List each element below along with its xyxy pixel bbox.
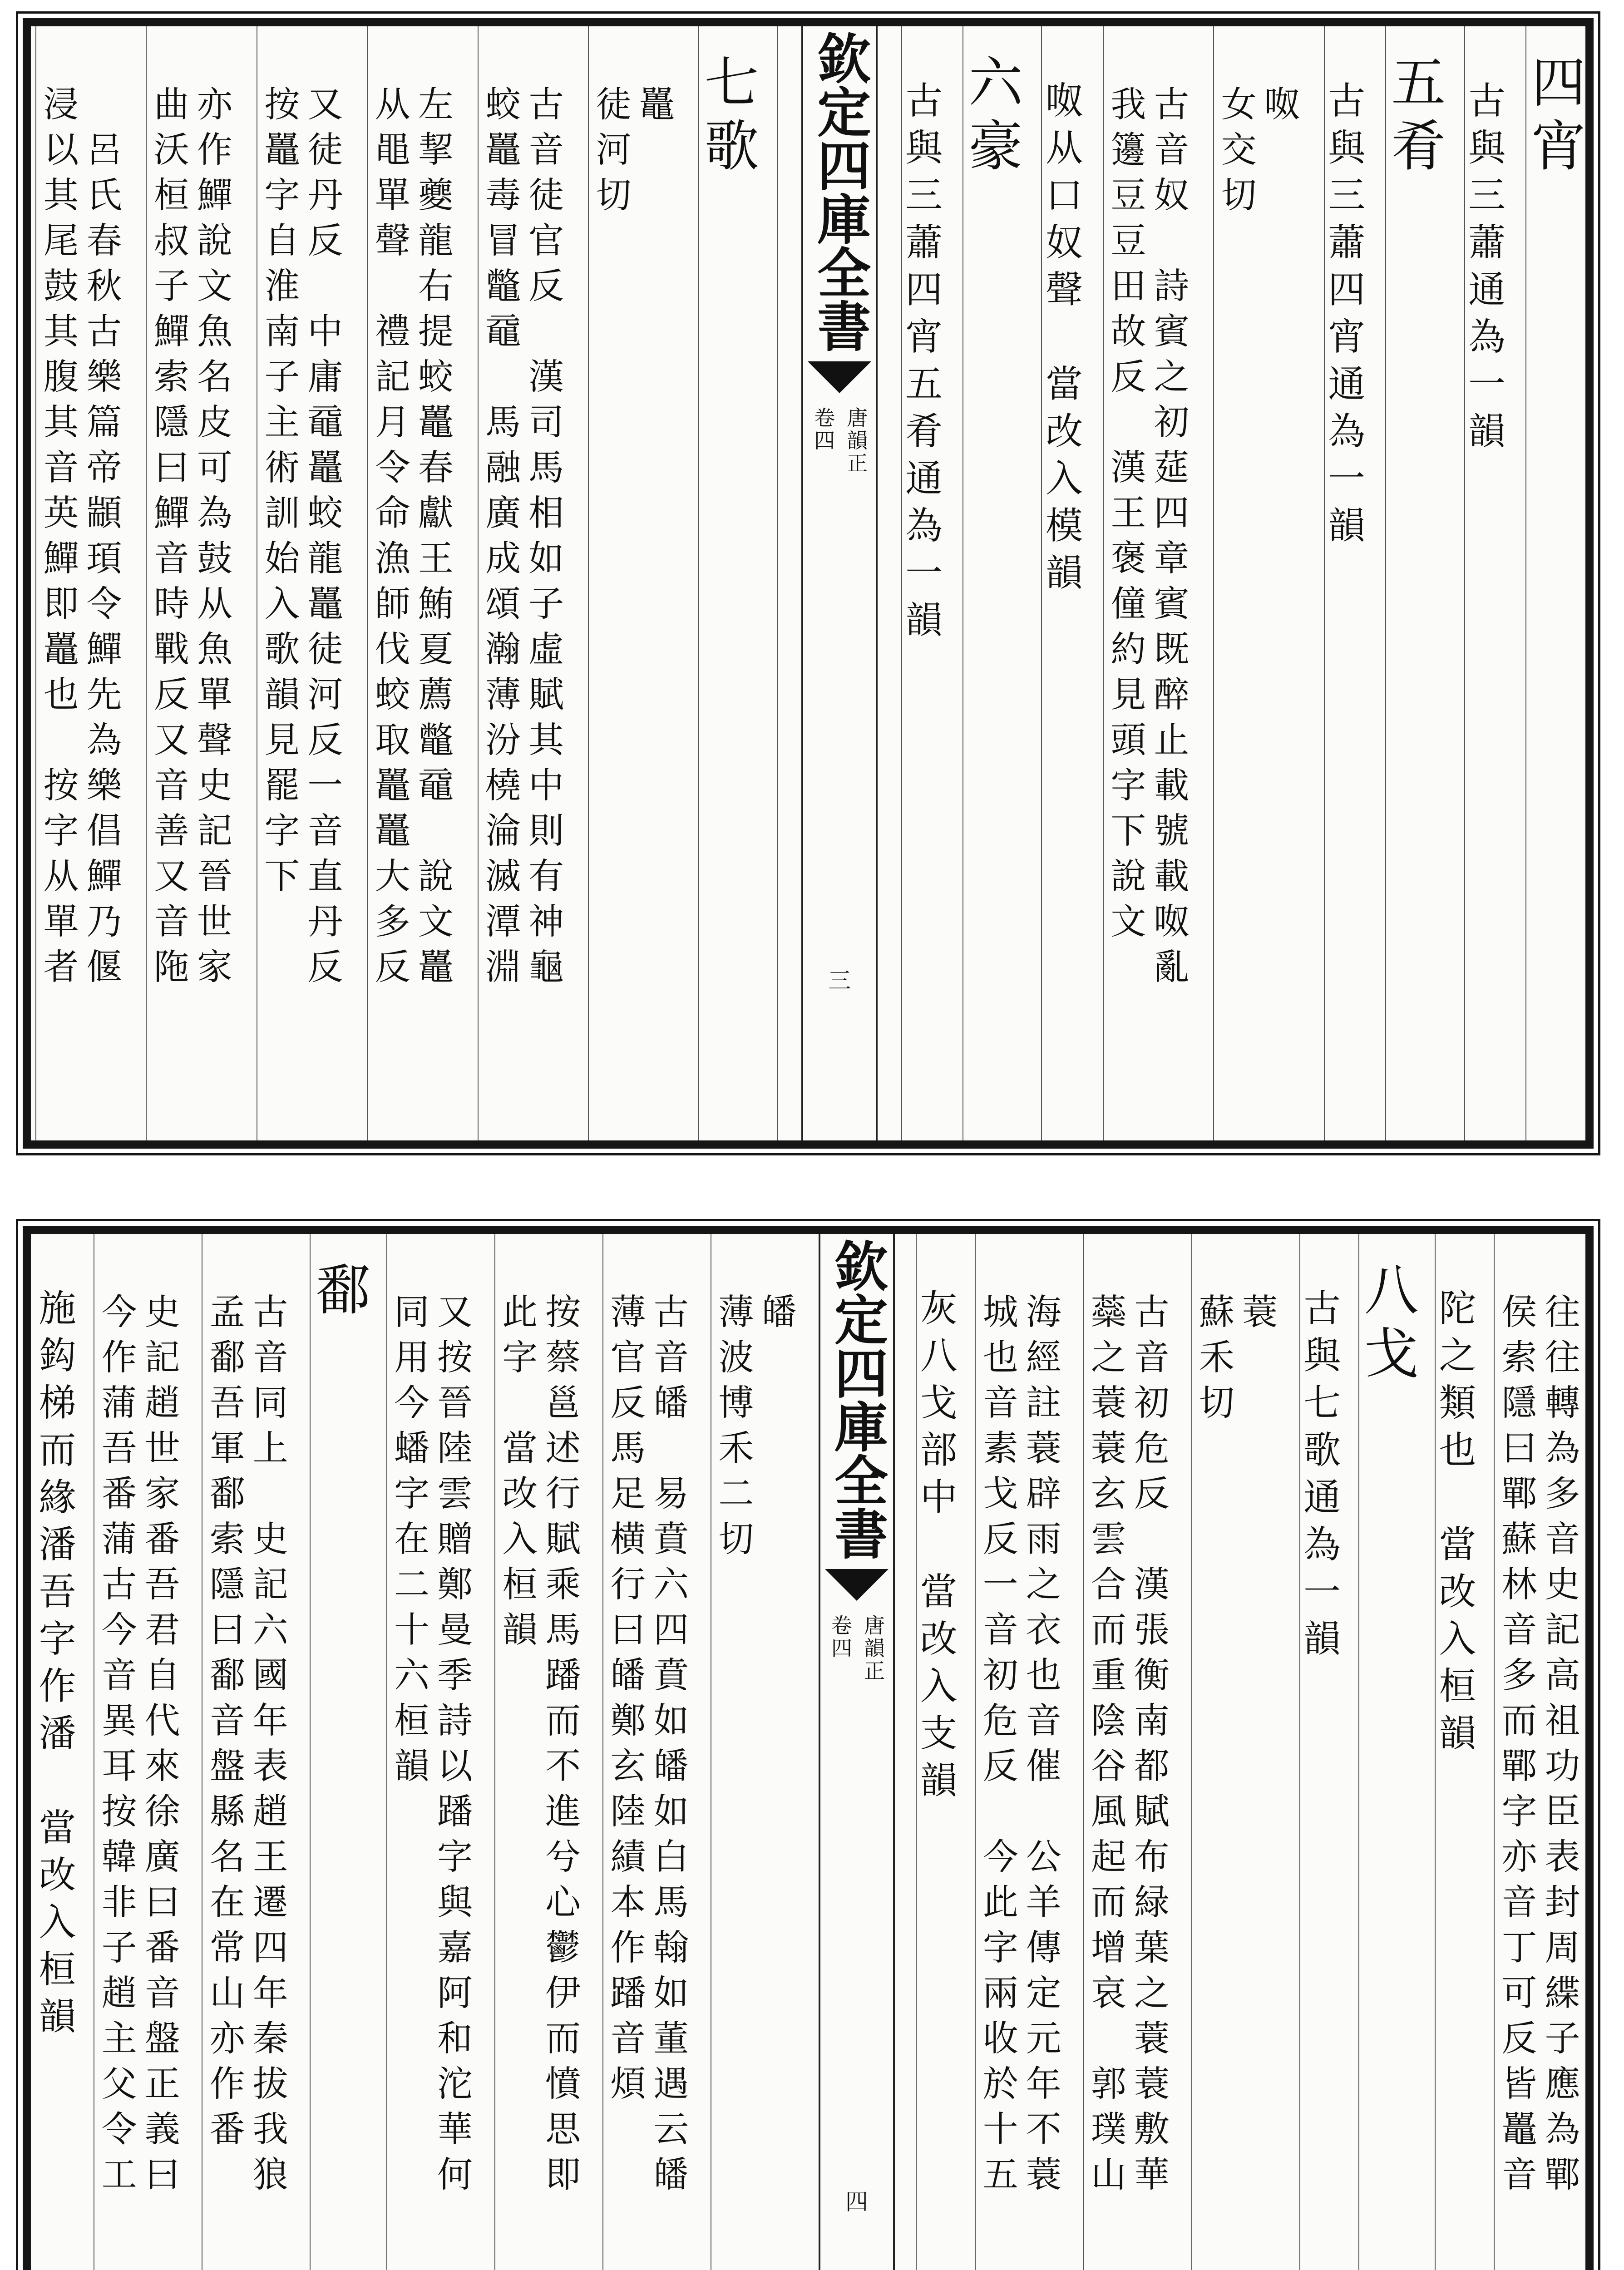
book-title: 欽定四庫全書 bbox=[825, 1239, 889, 1560]
rhyme-head-char: 呶 bbox=[1258, 85, 1299, 130]
double-column bbox=[588, 26, 675, 1140]
commentary-line: 从黽單聲 禮記月令命漁師伐蛟取鼉鼉大多反 bbox=[369, 85, 410, 993]
column-pair bbox=[589, 26, 675, 1140]
column-pair bbox=[147, 26, 233, 1140]
rhyme-heading: 四宵 bbox=[1525, 26, 1581, 1140]
double-column bbox=[1103, 26, 1190, 1140]
commentary-line: 侯索隱曰鄲蘇林音多而鄲字亦音丁可反皆鼉音 bbox=[1496, 1293, 1537, 2201]
commentary-line: 蘇禾切 bbox=[1193, 1293, 1234, 1429]
double-column bbox=[367, 26, 454, 1140]
text-column: 古與三蕭四宵通為一韻 bbox=[1324, 26, 1362, 1140]
double-column bbox=[94, 1234, 181, 2270]
double-column bbox=[146, 26, 233, 1140]
text-column: 古與七歌通為一韻 bbox=[1299, 1234, 1338, 2270]
commentary-line: 徒河切 bbox=[590, 85, 631, 222]
commentary-line: 我籩豆豆田故反 漢王褒僮約見頭字下說文 bbox=[1105, 85, 1146, 948]
top-columns bbox=[31, 26, 1585, 1140]
rhyme-heading: 八戈 bbox=[1358, 1234, 1414, 2270]
commentary-line: 又按晉陸雲贈鄭曼季詩以蹯字與嘉阿和沱華何 bbox=[431, 1293, 472, 2201]
double-column bbox=[202, 1234, 289, 2270]
commentary-line: 薄波博禾二切 bbox=[712, 1293, 754, 1565]
leaf-number: 三 bbox=[828, 967, 851, 994]
bottom-columns bbox=[31, 1234, 1585, 2270]
fish-tail-mark bbox=[825, 1569, 889, 1601]
spine-book-name: 唐韻正 bbox=[844, 407, 869, 475]
fish-tail-mark bbox=[808, 361, 871, 393]
double-column bbox=[1494, 1234, 1581, 2270]
bottom-page bbox=[23, 1226, 1594, 2270]
commentary-line: 古音同上 史記六國年表趙王遷四年秦拔我狼 bbox=[247, 1293, 288, 2201]
rhyme-heading: 五肴 bbox=[1385, 26, 1441, 1140]
commentary-line: 今作蒲吾番蒲古今音異耳按韓非子趙主父令工 bbox=[95, 1293, 137, 2201]
commentary-line: 蛟鼉毒冒鼈黿 馬融廣成頌瀚薄汾橈淪滅潭淵 bbox=[479, 85, 521, 993]
double-column bbox=[35, 26, 123, 1140]
column-pair bbox=[976, 1234, 1062, 2270]
column-pair bbox=[1084, 1234, 1170, 2270]
column-pair bbox=[94, 1234, 181, 2270]
column-pair bbox=[603, 1234, 690, 2270]
commentary-line: 女交切 bbox=[1215, 85, 1256, 222]
commentary-line: 古音奴 詩賓之初莚四章賓既醉止載號載呶亂 bbox=[1148, 85, 1189, 993]
commentary-line: 亦作鱓說文魚名皮可為鼓从魚單聲史記晉世家 bbox=[191, 85, 232, 993]
column-pair bbox=[1192, 1234, 1278, 2270]
commentary-line: 往往轉為多音史記高祖功臣表封周緤子應為鄲 bbox=[1539, 1293, 1580, 2201]
double-column bbox=[711, 1234, 798, 2270]
spine-subtitle bbox=[808, 407, 871, 475]
column-pair bbox=[387, 1234, 474, 2270]
text-column: 灰八戈部中 當改入支韻 bbox=[916, 1234, 954, 2270]
column-pair bbox=[368, 26, 454, 1140]
double-column bbox=[975, 1234, 1062, 2270]
commentary-line: 海經註蓑辟雨之衣也音催 公羊傳定元年不蓑 bbox=[1020, 1293, 1061, 2201]
book-title: 欽定四庫全書 bbox=[808, 31, 872, 352]
text-column: 陀之類也 當改入桓韻 bbox=[1435, 1234, 1473, 2270]
commentary-line: 史記趙世家番吾君自代來徐廣曰番音盤正義曰 bbox=[138, 1293, 180, 2201]
commentary-line: 孟鄱吾軍鄱索隱曰鄱音盤縣名在常山亦作番 bbox=[203, 1293, 245, 2156]
leaf-number: 四 bbox=[845, 2189, 868, 2215]
commentary-line: 薄官反馬足横行曰皤鄭玄陸績本作蹯音煩 bbox=[604, 1293, 646, 2110]
column-pair bbox=[1214, 26, 1300, 1140]
double-column bbox=[602, 1234, 690, 2270]
double-column bbox=[1083, 1234, 1170, 2270]
double-column bbox=[494, 1234, 582, 2270]
spine-volume: 卷四 bbox=[811, 407, 836, 452]
commentary-line: 左挈夔龍右提蛟鼉春獻王鮪夏薦鼈黿 說文鼉 bbox=[412, 85, 453, 993]
column-pair bbox=[711, 1234, 798, 2270]
double-column bbox=[1191, 1234, 1278, 2270]
commentary-line: 此字 當改入桓韻 bbox=[496, 1293, 538, 1656]
column-pair bbox=[1495, 1234, 1581, 2270]
text-column: 古與三蕭通為一韻 bbox=[1464, 26, 1502, 1140]
commentary-line: 古音徒官反 漢司馬相如子虛賦其中則有神龜 bbox=[523, 85, 564, 993]
commentary-line: 又徒丹反 中庸黿鼉蛟龍鼉徒河反一音直丹反 bbox=[301, 85, 343, 993]
rhyme-heading: 七歌 bbox=[698, 26, 754, 1140]
double-column bbox=[386, 1234, 474, 2270]
text-column bbox=[777, 26, 778, 1140]
rhyme-heading: 鄱 bbox=[310, 1234, 365, 2270]
spine-volume: 卷四 bbox=[828, 1614, 853, 1660]
text-column: 呶从口奴聲 當改入模韻 bbox=[1041, 26, 1079, 1140]
commentary-line: 按蔡邕述行賦乘馬蹯而不進兮心鬱伊而憤思即 bbox=[539, 1293, 581, 2201]
commentary-line: 浸以其尾鼓其腹其音英鱓即鼉也 按字从單者 bbox=[37, 85, 79, 993]
commentary-line: 曲沃桓叔子鱓索隱曰鱓音時戰反又音善又音陁 bbox=[148, 85, 189, 993]
column-pair bbox=[257, 26, 344, 1140]
commentary-line: 古音皤 易賁六四賁如皤如白馬翰如董遇云皤 bbox=[647, 1293, 689, 2201]
text-column: 古與三蕭四宵五肴通為一韻 bbox=[901, 26, 939, 1140]
double-column bbox=[478, 26, 565, 1140]
spine-column bbox=[801, 26, 878, 1140]
column-pair bbox=[479, 26, 565, 1140]
rhyme-head-char: 蓑 bbox=[1236, 1293, 1277, 1337]
commentary-line: 古音初危反 漢張衡南都賦布緑葉之蓑蓑敷華 bbox=[1128, 1293, 1169, 2201]
spine-book-name: 唐韻正 bbox=[861, 1614, 885, 1683]
rhyme-heading: 六豪 bbox=[963, 26, 1018, 1140]
top-page bbox=[23, 18, 1594, 1149]
commentary-line: 呂氏春秋古樂篇帝顓頊令鱓先為樂倡鱓乃偃 bbox=[80, 85, 122, 993]
text-column: 施鈎梯而緣潘吾字作潘 當改入桓韻 bbox=[33, 1288, 76, 2044]
double-column bbox=[1213, 26, 1300, 1140]
column-pair bbox=[495, 1234, 582, 2270]
rhyme-head-char: 皤 bbox=[755, 1293, 797, 1337]
spine-subtitle bbox=[825, 1614, 888, 1683]
commentary-line: 蘂之蓑蓑玄雲合而重陰谷風起而增哀 郭璞山 bbox=[1085, 1293, 1126, 2201]
column-pair bbox=[202, 1234, 289, 2270]
rhyme-head-char: 鼉 bbox=[633, 85, 674, 130]
column-pair bbox=[36, 26, 123, 1140]
commentary-line: 城也音素戈反一音初危反 今此字兩收於十五 bbox=[977, 1293, 1018, 2201]
commentary-line: 按鼉字自淮南子主術訓始入歌韻見罷字下 bbox=[258, 85, 300, 903]
spine-column bbox=[819, 1234, 895, 2270]
commentary-line: 同用今蟠字在二十六桓韻 bbox=[388, 1293, 429, 1792]
double-column bbox=[257, 26, 344, 1140]
column-pair bbox=[1104, 26, 1190, 1140]
